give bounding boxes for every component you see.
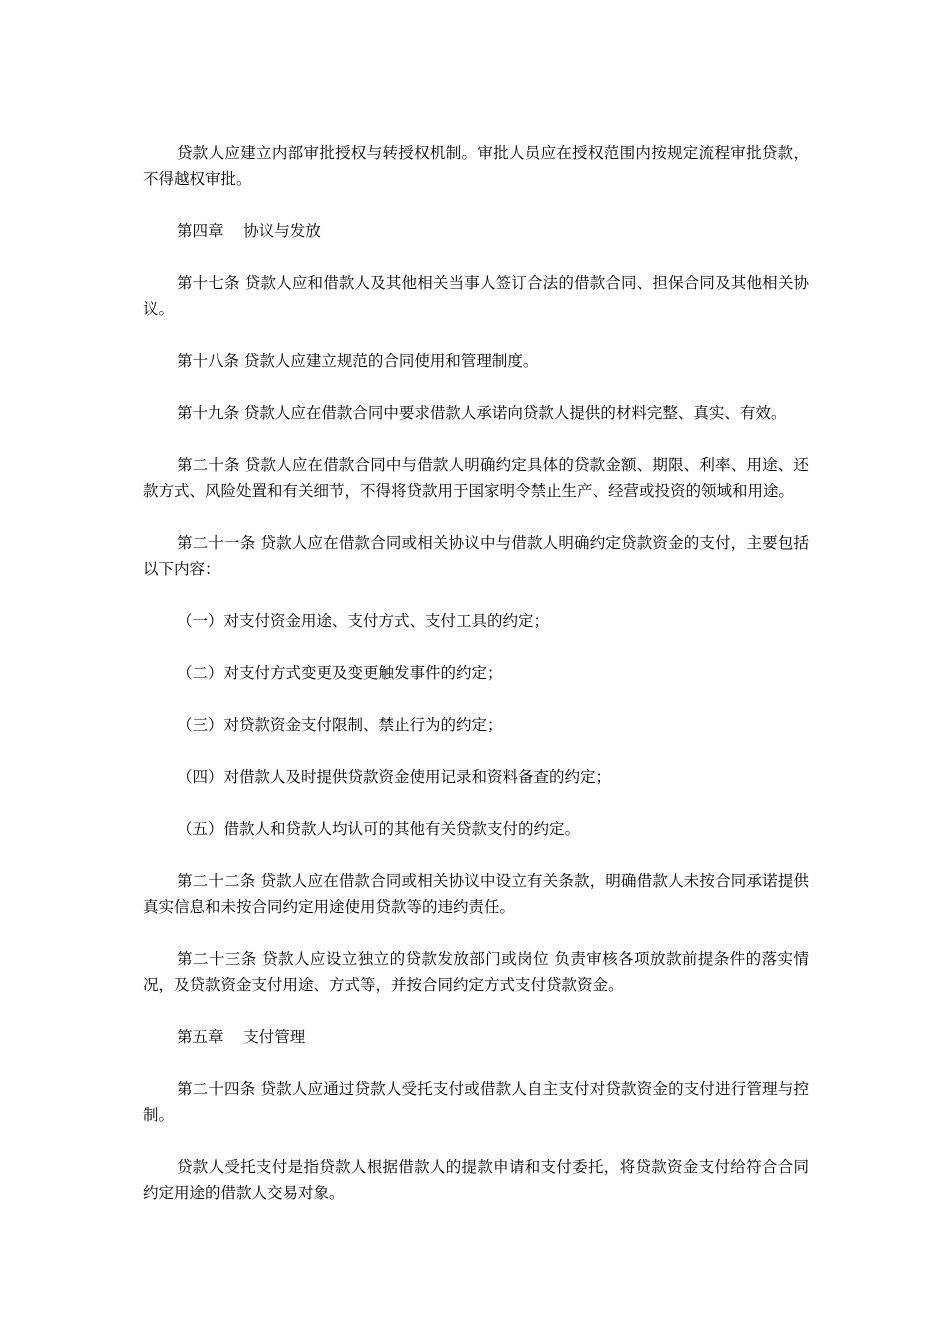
paragraph-approval-authorization: 贷款人应建立内部审批授权与转授权机制。审批人员应在授权范围内按规定流程审批贷款，不得越权审批。: [143, 144, 809, 188]
paragraph-entrusted-payment: 贷款人受托支付是指贷款人根据借款人的提款申请和支付委托，将贷款资金支付给符合合同约定用途的借款人交易对象。: [143, 1158, 809, 1202]
article-21: 第二十一条 贷款人应在借款合同或相关协议中与借款人明确约定贷款资金的支付，主要包括以下内容：: [143, 534, 809, 578]
article-19: 第十九条 贷款人应在借款合同中要求借款人承诺向贷款人提供的材料完整、真实、有效。: [177, 404, 787, 422]
list-item-2: （二）对支付方式变更及变更触发事件的约定；: [177, 664, 503, 682]
chapter-heading-5: 第五章 支付管理: [177, 1028, 306, 1046]
list-item-5: （五）借款人和贷款人均认可的其他有关贷款支付的约定。: [177, 820, 581, 838]
article-23: 第二十三条 贷款人应设立独立的贷款发放部门或岗位 负责审核各项放款前提条件的落实情况，及贷款资金支付用途、方式等，并按合同约定方式支付贷款资金。: [143, 950, 809, 994]
article-22: 第二十二条 贷款人应在借款合同或相关协议中设立有关条款，明确借款人未按合同承诺提供真实信息和未按合同约定用途使用贷款等的违约责任。: [143, 872, 809, 916]
article-17: 第十七条 贷款人应和借款人及其他相关当事人签订合法的借款合同、担保合同及其他相关协议。: [143, 274, 809, 318]
list-item-3: （三）对贷款资金支付限制、禁止行为的约定；: [177, 716, 503, 734]
list-item-4: （四）对借款人及时提供贷款资金使用记录和资料备查的约定；: [177, 768, 612, 786]
chapter-heading-4: 第四章 协议与发放: [177, 222, 321, 240]
article-24: 第二十四条 贷款人应通过贷款人受托支付或借款人自主支付对贷款资金的支付进行管理与控制。: [143, 1080, 809, 1124]
list-item-1: （一）对支付资金用途、支付方式、支付工具的约定；: [177, 612, 550, 630]
article-18: 第十八条 贷款人应建立规范的合同使用和管理制度。: [177, 352, 539, 370]
article-20: 第二十条 贷款人应在借款合同中与借款人明确约定具体的贷款金额、期限、利率、用途、还款方式、风险处置和有关细节，不得将贷款用于国家明令禁止生产、经营或投资的领域和用途。: [143, 456, 809, 500]
document-body: [143, 140, 809, 1232]
